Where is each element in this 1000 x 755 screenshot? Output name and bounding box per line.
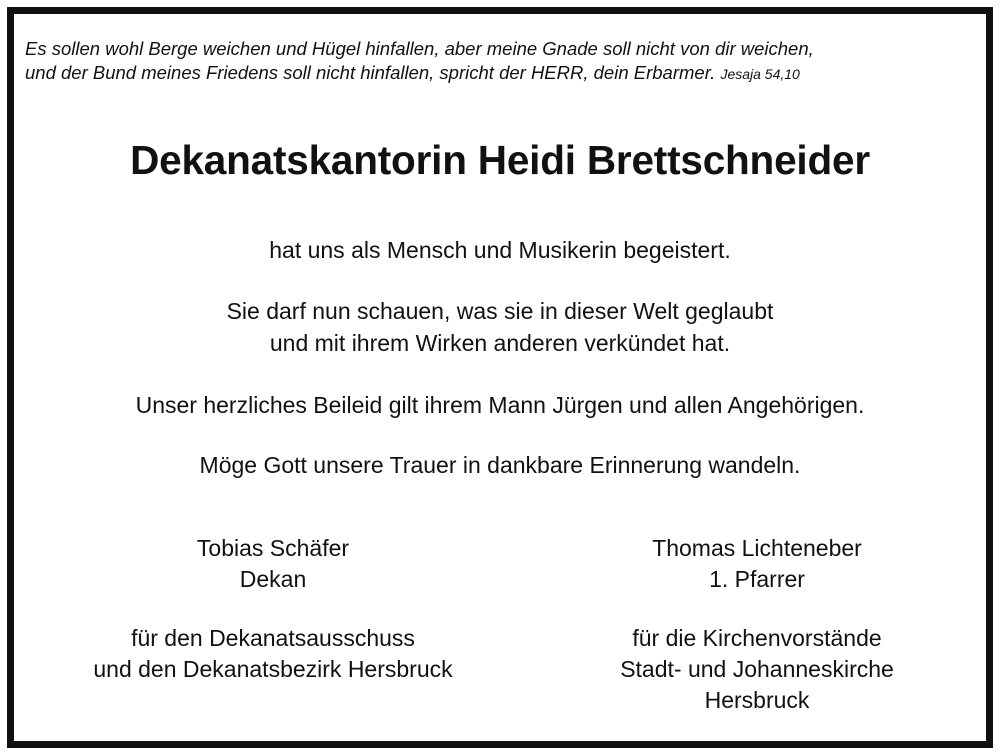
notice-title: Dekanatskantorin Heidi Brettschneider	[130, 137, 870, 183]
signature-right-organization	[528, 623, 986, 716]
signature-right-org-line-3: Hersbruck	[704, 687, 810, 713]
paragraph-faith-line-1: Sie darf nun schauen, was sie in dieser Welt geglaubt	[226, 298, 774, 324]
signature-right-name: Thomas Lichteneber	[652, 535, 862, 561]
signature-right	[528, 533, 986, 595]
paragraph-faith-line-2: und mit ihrem Wirken anderen verkündet hat.	[269, 330, 731, 356]
signature-right-org-line-1: für die Kirchenvorstände	[632, 625, 882, 651]
verse-line-2-text: und der Bund meines Friedens soll nicht hinfallen, spricht der HERR, dein Erbarmer.	[25, 62, 716, 83]
verse-line-2	[25, 61, 965, 86]
paragraph-faith	[0, 295, 1000, 359]
signature-right-role: 1. Pfarrer	[709, 566, 805, 592]
signature-left-org-line-1: für den Dekanatsausschuss	[131, 625, 415, 651]
verse-reference: Jesaja 54,10	[720, 66, 800, 82]
paragraph-tribute: hat uns als Mensch und Musikerin begeistert.	[269, 237, 731, 263]
paragraph-blessing: Möge Gott unsere Trauer in dankbare Erinnerung wandeln.	[199, 452, 801, 478]
verse-line-1: Es sollen wohl Berge weichen und Hügel hinfallen, aber meine Gnade soll nicht von dir weichen,	[25, 38, 814, 59]
signature-right-org-line-2: Stadt- und Johanneskirche	[620, 656, 894, 682]
signature-left-organization	[40, 623, 506, 685]
signature-left	[40, 533, 506, 595]
paragraph-condolence: Unser herzliches Beileid gilt ihrem Mann Jürgen und allen Angehörigen.	[135, 392, 865, 418]
bible-verse	[25, 37, 965, 86]
signature-left-role: Dekan	[239, 566, 307, 592]
signature-left-org-line-2: und den Dekanatsbezirk Hersbruck	[93, 656, 453, 682]
signature-left-name: Tobias Schäfer	[196, 535, 350, 561]
